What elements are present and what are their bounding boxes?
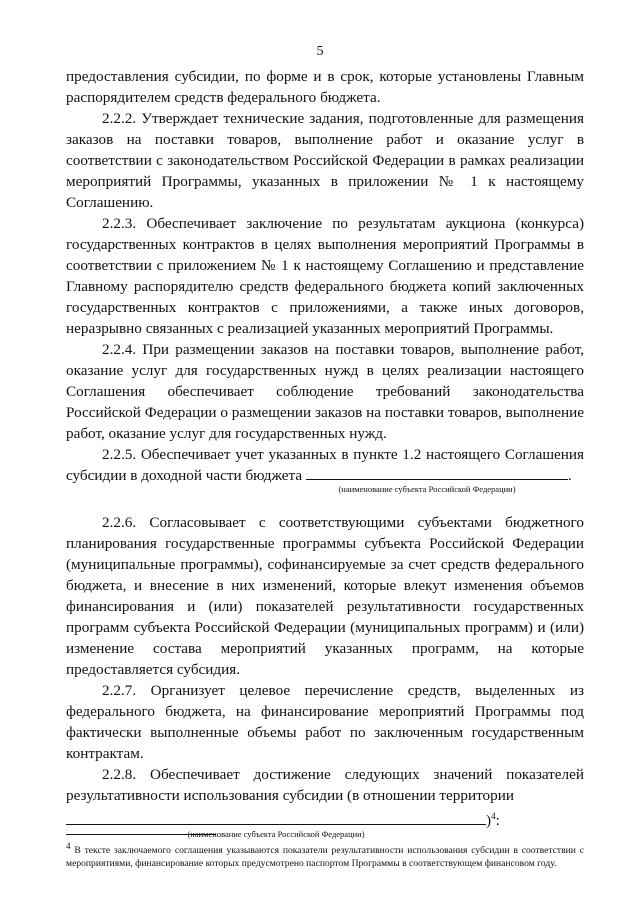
subject-name-blank — [306, 478, 568, 480]
paragraph-2-2-5 — [66, 444, 584, 486]
document-body — [66, 66, 584, 839]
paragraph-2-2-7: 2.2.7. Организует целевое перечисление средств, выделенных из федерального бюджета, на финансирование мероприятий Программы под фактически выполненные объемы работ по заключенным государственным контрактам. — [66, 682, 584, 762]
paragraph-intro: предоставления субсидии, по форме и в срок, которые установлены Главным распорядителем средств федерального бюджета. — [66, 68, 584, 106]
footnote-divider — [66, 834, 216, 835]
paragraph-2-2-5-end: . — [567, 467, 572, 484]
territory-caption: (наименование субъекта Российской Федерации) — [187, 829, 365, 840]
page-number: 5 — [316, 44, 324, 59]
territory-line — [66, 806, 584, 831]
territory-colon: : — [495, 812, 500, 830]
subject-name-caption: (наименование субъекта Российской Федерации) — [338, 484, 516, 494]
footnote-ref: 4 — [491, 811, 496, 821]
territory-blank — [66, 823, 486, 825]
territory-close-paren: ) — [486, 812, 492, 830]
footnote-text: В тексте заключаемого соглашения указываются показатели результативности использования субсидии в соответствии с мероприятиями, финансирование которых предусмотрено паспортом Программы в соответствующем финансовом году. — [66, 845, 585, 869]
footnote-number: 4 — [66, 841, 71, 851]
paragraph-2-2-4: 2.2.4. При размещении заказов на поставки товаров, выполнение работ, оказание услуг для государственных нужд в целях реализации настоящего Соглашения обеспечивает соблюдение требований законодательства Российской Федерации о размещении заказов на поставки товаров, выполнение работ, оказание услуг для государственных нужд. — [66, 341, 584, 442]
paragraph-2-2-8: 2.2.8. Обеспечивает достижение следующих значений показателей результативности использования субсидии (в отношении территории — [66, 766, 584, 804]
paragraph-2-2-2: 2.2.2. Утверждает технические задания, подготовленные для размещения заказов на поставки товаров, выполнение работ и оказание услуг в соответствии с законодательством Российской Федерации в рамках реализации мероприятий Программы, указанных в приложении № 1 к настоящему Соглашению. — [66, 110, 584, 211]
paragraph-2-2-5-text: 2.2.5. Обеспечивает учет указанных в пункте 1.2 настоящего Соглашения субсидии в доходной части бюджета — [66, 446, 584, 484]
paragraph-2-2-3: 2.2.3. Обеспечивает заключение по результатам аукциона (конкурса) государственных контрактов в целях выполнения мероприятий Программы в соответствии с приложением № 1 к настоящему Соглашению и представление Главному распорядителю средств федерального бюджета копий заключенных государственных контрактов с приложениями, а также иных договоров, неразрывно связанных с реализацией указанных мероприятий Программы. — [66, 215, 584, 337]
paragraph-2-2-6: 2.2.6. Согласовывает с соответствующими субъектами бюджетного планирования государственные программы субъекта Российской Федерации (муниципальные программы), софинансируемые за счет средств федерального бюджета, и внесение в них изменений, которые влекут изменения объемов финансирования и (или) показателей результативности государственных программ субъекта Российской Федерации (муниципальных программ) и (или) изменение состава мероприятий указанных программ, на которые предоставляется субсидия. — [66, 514, 584, 678]
footnote — [66, 840, 584, 870]
